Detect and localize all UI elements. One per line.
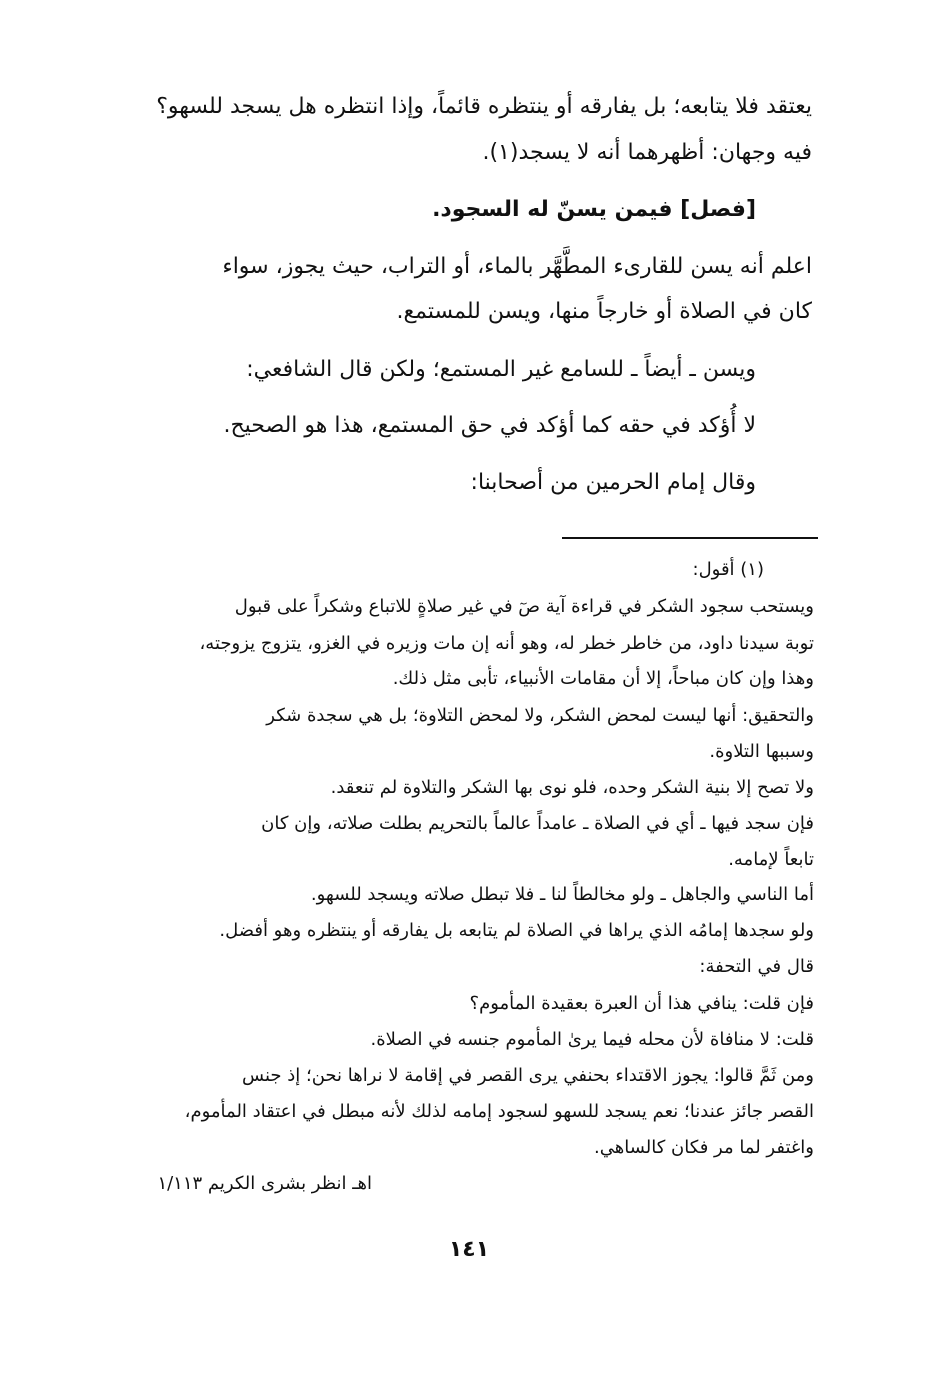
main-line-1: يعتقد فلا يتابعه؛ بل يفارقه أو ينتظره قائماً، وإذا انتظره هل يسجد للسهو؟ (156, 94, 812, 119)
footnote-line-9: تابعاً لإمامه. (728, 849, 814, 870)
footnote-line-11: ولو سجدها إمامُه الذي يراها في الصلاة لم يتابعه بل يفارقه أو ينتظره وهو أفضل. (219, 920, 814, 941)
page-number: ١٤١ (448, 1237, 490, 1262)
footnote-line-12: قال في التحفة: (699, 956, 814, 977)
footnote-line-4: وهذا وإن كان مباحاً، إلا أن مقامات الأنبياء، تأبى مثل ذلك. (392, 668, 814, 689)
footnote-line-16: القصر جائز عندنا؛ نعم يسجد للسهو لسجود إمامه لذلك لأنه مبطل في اعتقاد المأموم، (184, 1101, 814, 1122)
footnote-line-15: ومن ثَمَّ قالوا: يجوز الاقتداء بحنفي يرى القصر في إقامة لا نراها نحن؛ إذ جنس (242, 1065, 814, 1086)
footnote-line-17: واغتفر لما مر فكان كالساهي. (594, 1137, 814, 1158)
section-heading: [فصل] فيمن يسنّ له السجود. (432, 197, 756, 222)
footnote-separator (562, 537, 818, 539)
footnote-line-6: وسببها التلاوة. (709, 741, 814, 762)
footnote-line-2: ويستحب سجود الشكر في قراءة آية صٓ في غير صلاةٍ للاتباع وشكراً على قبول (234, 596, 814, 617)
main-line-6: ويسن ـ أيضاً ـ للسامع غير المستمع؛ ولكن قال الشافعي: (246, 357, 756, 382)
footnote-line-1: (١) أقول: (692, 559, 764, 580)
footnote-line-7: ولا تصح إلا بنية الشكر وحده، فلو نوى بها الشكر والتلاوة لم تنعقد. (330, 777, 814, 798)
footnote-line-3: توبة سيدنا داود، من خاطر خطر له، وهو أنه إن مات وزيره في الغزو، يتزوج يزوجته، (199, 633, 814, 654)
main-line-7: لا أُؤكد في حقه كما أؤكد في حق المستمع، هذا هو الصحيح. (223, 413, 756, 438)
footnote-line-10: أما الناسي والجاهل ـ ولو مخالطاً لنا ـ فلا تبطل صلاته ويسجد للسهو. (310, 884, 814, 905)
main-line-8: وقال إمام الحرمين من أصحابنا: (470, 470, 756, 495)
footnote-line-13: فإن قلت: ينافي هذا أن العبرة بعقيدة المأموم؟ (469, 993, 814, 1014)
footnote-line-8: فإن سجد فيها ـ أي في الصلاة ـ عامداً عالماً بالتحريم بطلت صلاته، وإن كان (261, 813, 814, 834)
footnote-line-14: قلت: لا منافاة لأن محله فيما يرىٰ المأموم جنسه في الصلاة. (370, 1029, 814, 1050)
main-line-2: فيه وجهان: أظهرهما أنه لا يسجد(١). (482, 140, 812, 165)
main-line-5: كان في الصلاة أو خارجاً منها، ويسن للمستمع. (396, 299, 812, 324)
footnote-line-5: والتحقيق: أنها ليست لمحض الشكر، ولا لمحض التلاوة؛ بل هي سجدة شكر (266, 705, 814, 726)
footnote-source: اهـ انظر بشرى الكريم ١/١١٣ (157, 1173, 372, 1194)
main-line-4: اعلم أنه يسن للقارىء المطَّهَّر بالماء، أو التراب، حيث يجوز، سواء (222, 254, 812, 279)
